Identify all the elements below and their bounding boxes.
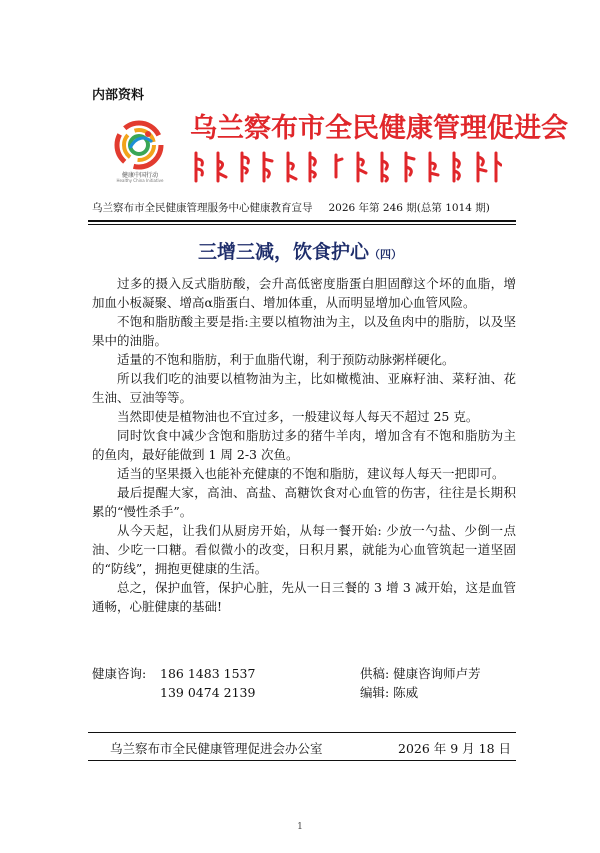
logo-subcaption: Healthy China Initiative (116, 178, 164, 183)
paragraph: 过多的摄入反式脂肪酸，会升高低密度脂蛋白胆固醇这个坏的血脂，增加血小板凝聚、增高α脂蛋白、增加体重，从而明显增加心血管风险。 (92, 276, 516, 310)
organization-title: 乌兰察布市全民健康管理促进会 (190, 113, 568, 144)
contact-block (92, 664, 516, 702)
health-china-logo-icon (112, 118, 166, 172)
footer-divider-bottom (88, 760, 516, 761)
footer-divider-top (88, 732, 516, 733)
paragraph: 适当的坚果摄入也能补充健康的不饱和脂肪，建议每人每天一把即可。 (117, 466, 505, 481)
issue-line (92, 200, 516, 215)
contact-phone-1: 186 1483 1537 (160, 666, 256, 681)
article-body (92, 274, 516, 616)
footer-date: 2026 年 9 月 18 日 (398, 741, 512, 756)
header-divider-thick (88, 220, 516, 222)
editor-credit: 编辑: 陈威 (360, 685, 419, 700)
internal-label: 内部资料 (92, 88, 145, 103)
paragraph: 总之，保护血管，保护心脏，先从一日三餐的 3 增 3 减开始，这是血管通畅，心脏健康的基础! (92, 580, 516, 614)
contact-label: 健康咨询: (92, 666, 147, 681)
paragraph: 所以我们吃的油要以植物油为主，比如橄榄油、亚麻籽油、菜籽油、花生油、豆油等等。 (92, 371, 516, 405)
issue-publisher: 乌兰察布市全民健康管理服务中心健康教育宣导 (92, 202, 313, 214)
logo-caption: 健康中国行动 (121, 172, 158, 179)
paragraph: 最后提醒大家，高油、高盐、高糖饮食对心血管的伤害，往往是长期积累的“慢性杀手”。 (92, 485, 516, 519)
paragraph: 当然即使是植物油也不宜过多，一般建议每人每天不超过 25 克。 (117, 409, 479, 424)
footer-office: 乌兰察布市全民健康管理促进会办公室 (110, 741, 323, 756)
article-title (0, 237, 600, 264)
supplier-credit: 供稿: 健康咨询师卢芳 (360, 666, 481, 681)
paragraph: 同时饮食中减少含饱和脂肪过多的猪牛羊肉，增加含有不饱和脂肪为主的鱼肉，最好能做到 1 周 2-3 次鱼。 (92, 428, 516, 462)
page-number: 1 (297, 822, 303, 832)
contact-phone-2: 139 0474 2139 (160, 685, 256, 700)
paragraph: 不饱和脂肪酸主要是指:主要以植物油为主，以及鱼肉中的脂肪，以及坚果中的油脂。 (92, 314, 516, 348)
paragraph: 适量的不饱和脂肪，利于血脂代谢，利于预防动脉粥样硬化。 (117, 352, 455, 367)
mongolian-script-title (190, 147, 502, 187)
article-title-suffix: （四） (369, 248, 402, 261)
paragraph: 从今天起，让我们从厨房开始，从每一餐开始: 少放一勺盐、少倒一点油、少吃一口糖。看似微小的改变，日积月累，就能为心血管筑起一道坚固的“防线”，拥抱更健康的生活。 (92, 523, 516, 576)
issue-number: 2026 年第 246 期(总第 1014 期) (328, 202, 490, 214)
header-divider-thin (88, 224, 516, 225)
article-title-main: 三增三减，饮食护心 (197, 241, 369, 263)
